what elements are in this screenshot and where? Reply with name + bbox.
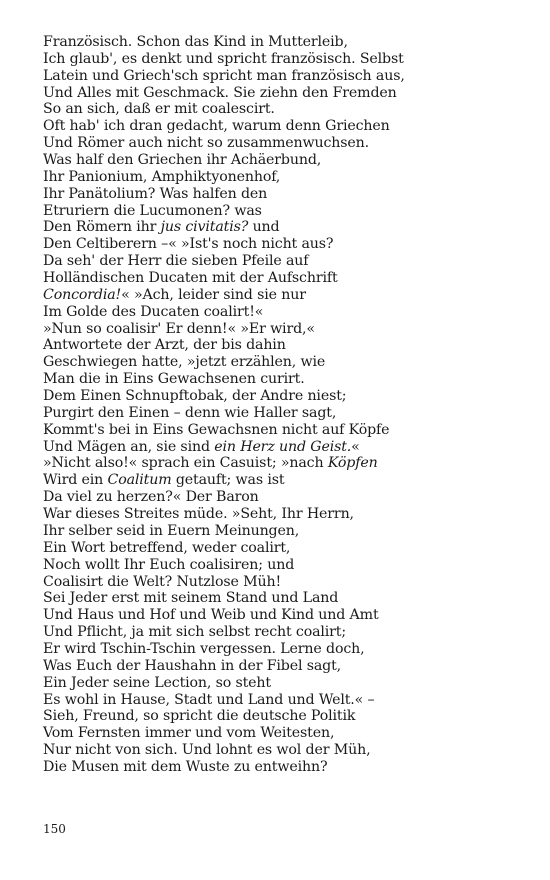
text-segment: Wird ein	[43, 472, 108, 489]
text-line	[43, 725, 523, 742]
text-line	[43, 152, 523, 169]
text-segment: Ein Jeder seine Lection, so steht	[43, 674, 271, 691]
text-segment: Nur nicht von sich. Und lohnt es wol der Müh,	[43, 742, 371, 759]
text-line	[43, 742, 523, 759]
text-line	[43, 540, 523, 557]
text-line	[43, 590, 523, 607]
text-segment: Und Alles mit Geschmack. Sie ziehn den Fremden	[43, 84, 397, 101]
text-line	[43, 85, 523, 102]
text-line	[43, 439, 523, 456]
text-line	[43, 472, 523, 489]
text-segment: Da viel zu herzen?« Der Baron	[43, 489, 259, 506]
text-line	[43, 489, 523, 506]
text-line	[43, 51, 523, 68]
text-segment: Er wird Tschin-Tschin vergessen. Lerne doch,	[43, 640, 365, 657]
poem-text-block	[43, 34, 523, 776]
text-line	[43, 405, 523, 422]
text-line	[43, 287, 523, 304]
text-segment: Man die in Eins Gewachsenen curirt.	[43, 371, 305, 388]
text-segment: Was Euch der Haushahn in der Fibel sagt,	[43, 657, 341, 674]
text-segment: »Nun so coalisir' Er denn!« »Er wird,«	[43, 320, 315, 337]
text-segment: Sei Jeder erst mit seinem Stand und Land	[43, 590, 339, 607]
text-line	[43, 186, 523, 203]
text-line	[43, 34, 523, 51]
text-segment: Was half den Griechen ihr Achäerbund,	[43, 152, 322, 169]
text-segment: Antwortete der Arzt, der bis dahin	[43, 337, 286, 354]
text-line	[43, 658, 523, 675]
text-segment: Geschwiegen hatte, »jetzt erzählen, wie	[43, 354, 326, 371]
text-segment: Etruriern die Lucumonen? was	[43, 202, 262, 219]
italic-text-segment: Coalitum	[107, 472, 172, 489]
text-segment: Latein und Griech'sch spricht man französisch aus,	[43, 67, 405, 84]
text-segment: Die Musen mit dem Wuste zu entweihn?	[43, 758, 328, 775]
text-line	[43, 388, 523, 405]
text-segment: Ihr Panionium, Amphiktyonenhof,	[43, 168, 281, 185]
text-segment: »Nicht also!« sprach ein Casuist; »nach	[43, 455, 328, 472]
text-line	[43, 203, 523, 220]
text-line	[43, 101, 523, 118]
text-segment: Ein Wort betreffend, weder coalirt,	[43, 539, 291, 556]
italic-text-segment: Concordia!	[43, 286, 122, 303]
text-line	[43, 270, 523, 287]
text-line	[43, 321, 523, 338]
text-segment: Noch wollt Ihr Euch coalisiren; und	[43, 556, 295, 573]
text-segment: Kommt's bei in Eins Gewachsnen nicht auf Köpfe	[43, 421, 390, 438]
page-number: 150	[43, 822, 66, 836]
text-segment: Purgirt den Einen – denn wie Haller sagt,	[43, 404, 337, 421]
text-segment: Es wohl in Hause, Stadt und Land und Welt.« –	[43, 691, 375, 708]
text-segment: und	[248, 219, 280, 236]
text-line	[43, 169, 523, 186]
text-segment: War dieses Streites müde. »Seht, Ihr Herrn,	[43, 506, 354, 523]
text-segment: Den Römern ihr	[43, 219, 161, 236]
text-line	[43, 337, 523, 354]
text-segment: Holländischen Ducaten mit der Aufschrift	[43, 270, 338, 287]
text-line	[43, 692, 523, 709]
text-line	[43, 506, 523, 523]
text-line	[43, 574, 523, 591]
text-segment: Dem Einen Schnupftobak, der Andre niest;	[43, 388, 347, 405]
text-line	[43, 135, 523, 152]
text-line	[43, 236, 523, 253]
text-line	[43, 304, 523, 321]
text-line	[43, 557, 523, 574]
text-line	[43, 219, 523, 236]
text-segment: Und Römer auch nicht so zusammenwuchsen.	[43, 135, 370, 152]
text-segment: Und Haus und Hof und Weib und Kind und Amt	[43, 607, 379, 624]
text-line	[43, 354, 523, 371]
italic-text-segment: jus civitatis?	[160, 219, 249, 236]
text-segment: Vom Fernsten immer und vom Weitesten,	[43, 725, 335, 742]
text-segment: Oft hab' ich dran gedacht, warum denn Griechen	[43, 118, 390, 135]
italic-text-segment: ein Herz und Geist.	[214, 438, 352, 455]
text-line	[43, 641, 523, 658]
text-segment: Im Golde des Ducaten coalirt!«	[43, 303, 264, 320]
text-segment: «	[351, 438, 360, 455]
text-segment: Und Mägen an, sie sind	[43, 438, 215, 455]
text-segment: Den Celtiberern –« »Ist's noch nicht aus?	[43, 236, 334, 253]
text-segment: Coalisirt die Welt? Nutzlose Müh!	[43, 573, 281, 590]
text-segment: Da seh' der Herr die sieben Pfeile auf	[43, 253, 309, 270]
text-line	[43, 523, 523, 540]
text-segment: Ihr selber seid in Euern Meinungen,	[43, 522, 300, 539]
text-segment: So an sich, daß er mit coalescirt.	[43, 101, 275, 118]
text-line	[43, 68, 523, 85]
text-line	[43, 371, 523, 388]
text-segment: Ihr Panätolium? Was halfen den	[43, 185, 268, 202]
text-line	[43, 624, 523, 641]
text-line	[43, 253, 523, 270]
text-line	[43, 422, 523, 439]
text-line	[43, 455, 523, 472]
text-line	[43, 118, 523, 135]
text-line	[43, 675, 523, 692]
text-line	[43, 708, 523, 725]
text-segment: « »Ach, leider sind sie nur	[121, 286, 306, 303]
text-line	[43, 759, 523, 776]
text-line	[43, 607, 523, 624]
text-segment: Und Pflicht, ja mit sich selbst recht coalirt;	[43, 624, 346, 641]
text-segment: Französisch. Schon das Kind in Mutterleib,	[43, 34, 348, 50]
text-segment: Sieh, Freund, so spricht die deutsche Politik	[43, 708, 356, 725]
text-segment: Ich glaub', es denkt und spricht französisch. Selbst	[43, 50, 404, 67]
italic-text-segment: Köpfen	[327, 455, 378, 472]
text-segment: getauft; was ist	[171, 472, 285, 489]
